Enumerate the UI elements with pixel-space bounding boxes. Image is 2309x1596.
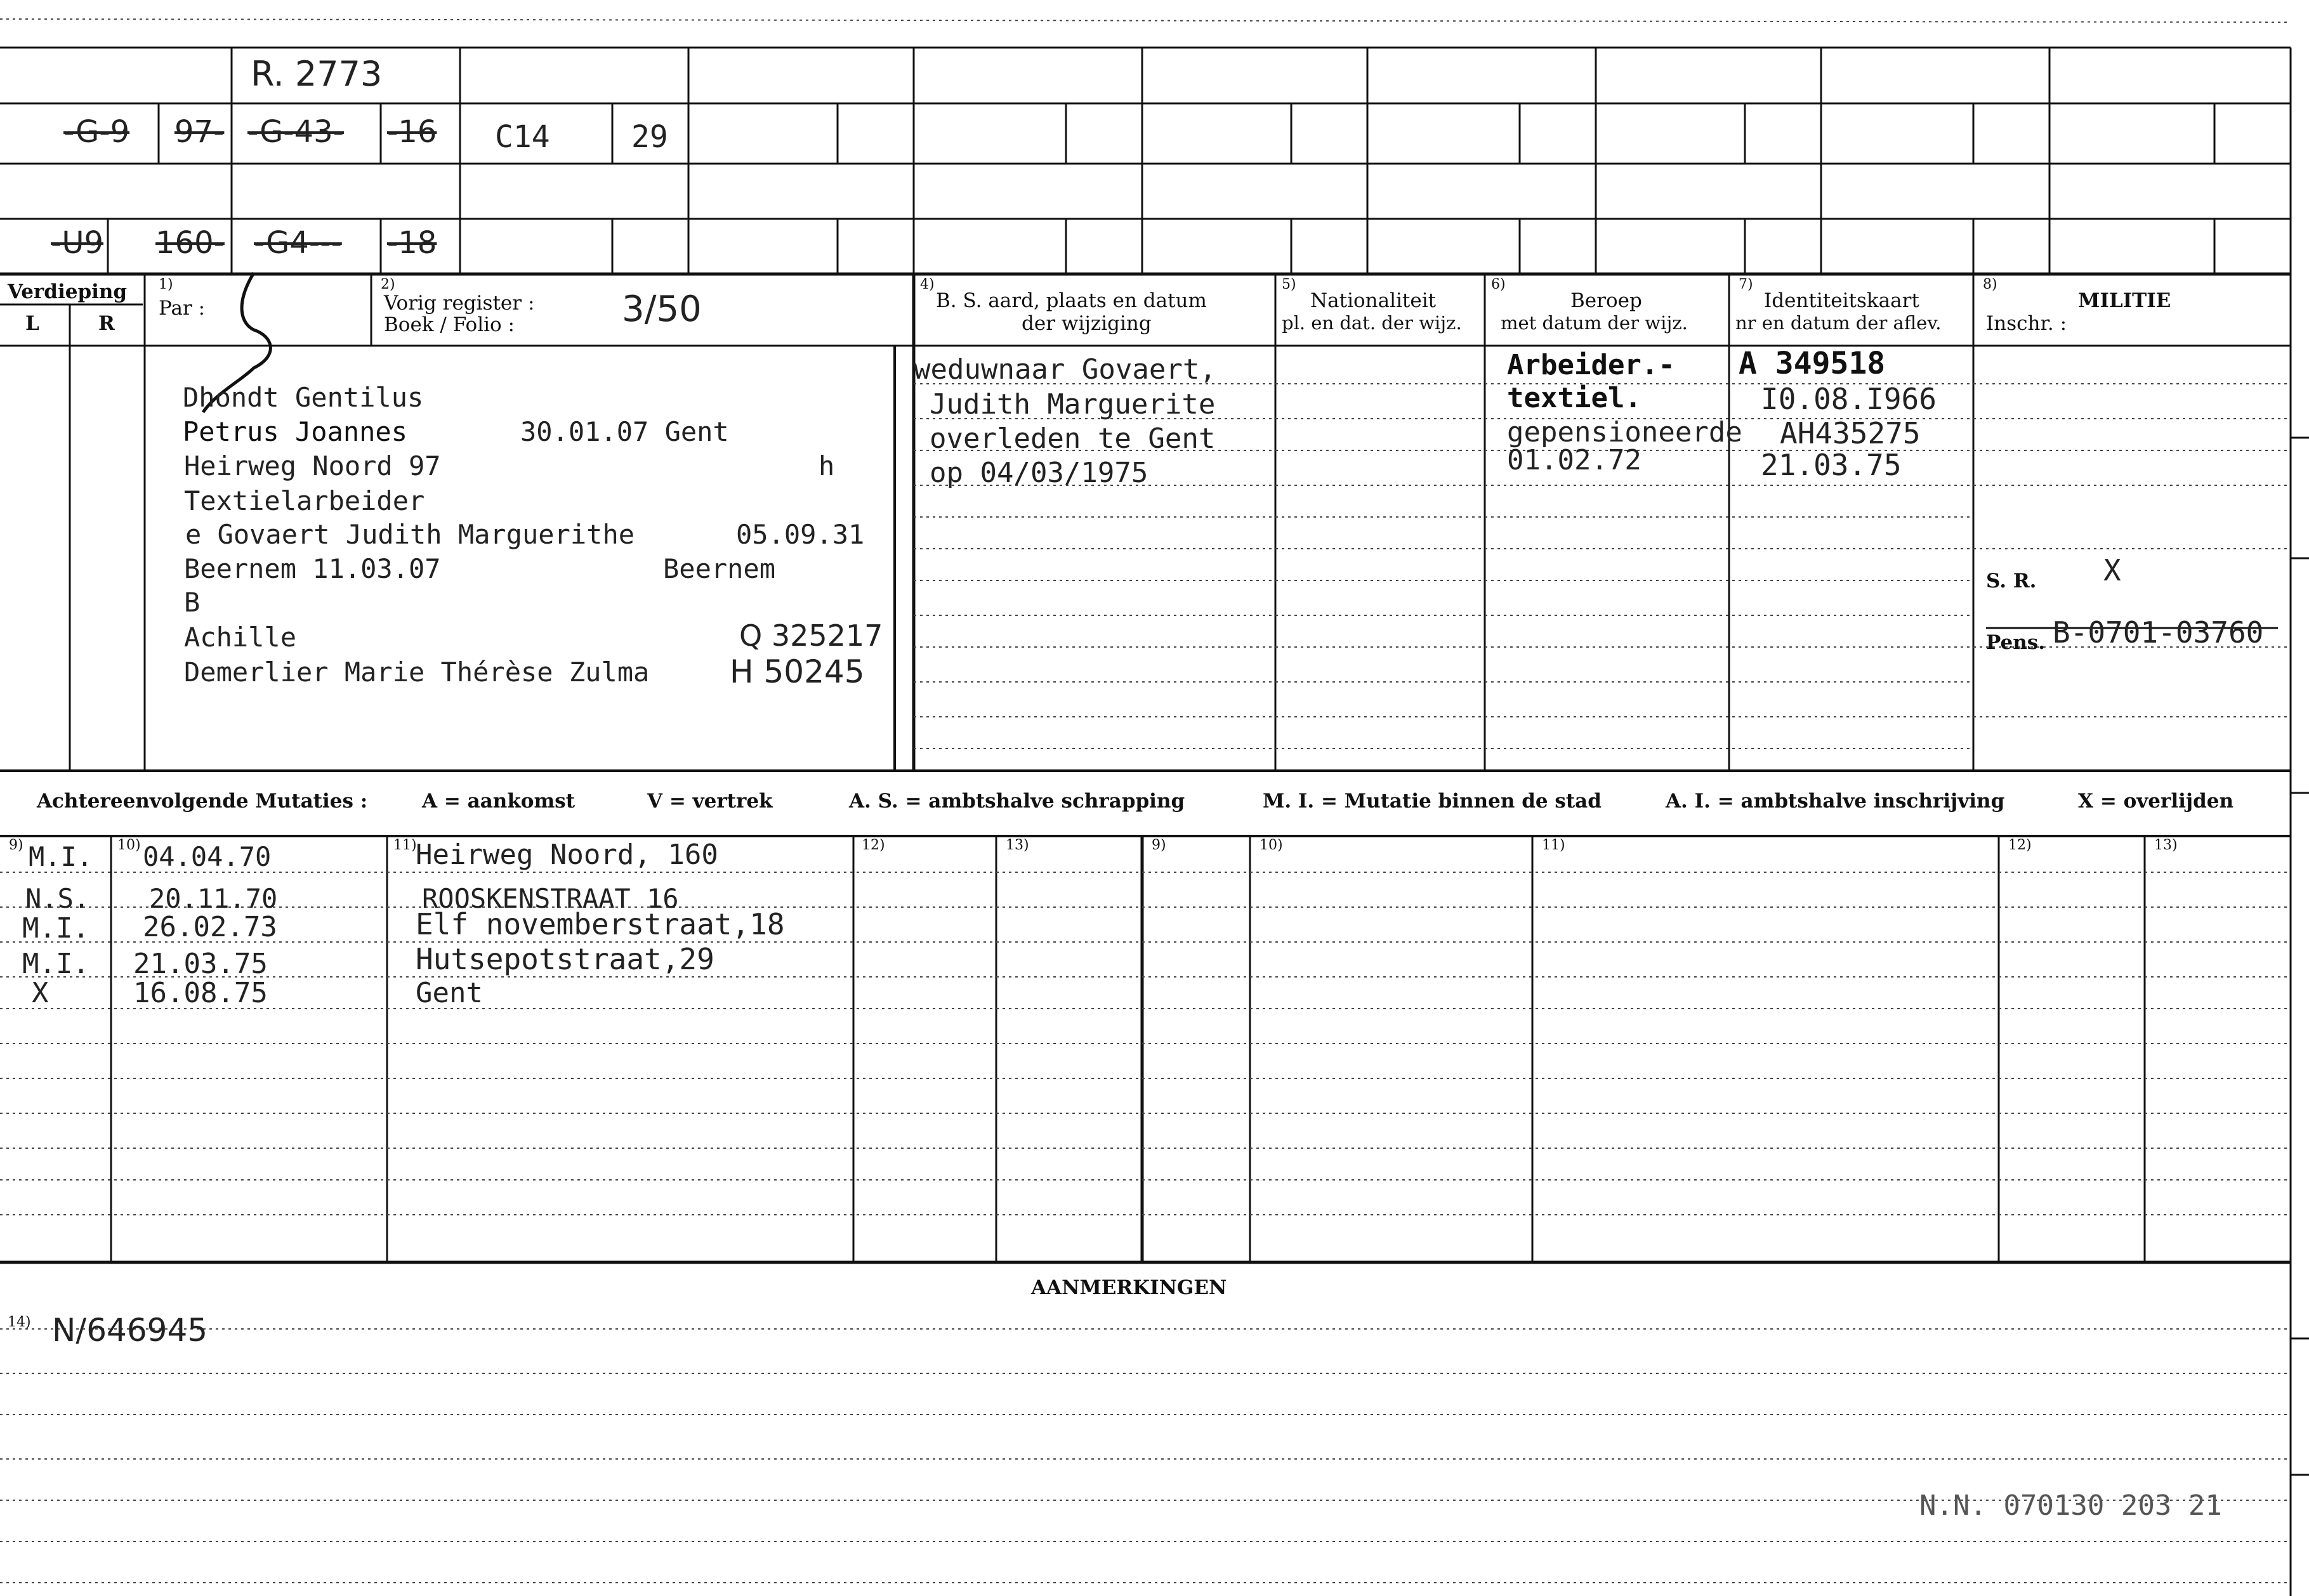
person-line: B: [184, 587, 201, 618]
bs-line: op 04/03/1975: [930, 457, 1148, 489]
person-h: h: [819, 450, 835, 481]
birth-date-place: 30.01.07 Gent: [520, 416, 729, 447]
person-line: Achille: [184, 622, 297, 653]
col-number: 13): [1006, 837, 1029, 853]
col-number: 11): [393, 837, 417, 853]
pens-label: Pens.: [1986, 631, 2045, 654]
col-number: 10): [1260, 837, 1283, 853]
demerlier-code: H 50245: [730, 653, 865, 690]
nationaliteit-header-2: pl. en dat. der wijz.: [1282, 312, 1462, 334]
col-number: 12): [2008, 837, 2032, 853]
mutation-address: Hutsepotstraat,29: [416, 942, 714, 976]
field-number: 1): [159, 277, 173, 292]
person-line: Petrus Joannes: [183, 416, 408, 447]
beroep-line: gepensioneerde: [1507, 416, 1742, 448]
col-number: 9): [9, 837, 23, 853]
top-cell: -16: [387, 114, 437, 150]
nn-number: N.N. 070130 203 21: [1919, 1489, 2222, 1522]
wife-place: Beernem: [663, 553, 776, 584]
col-number: 13): [2154, 837, 2178, 853]
field-number: 4): [920, 277, 935, 292]
identiteit-line: AH435275: [1780, 416, 1921, 450]
legend-item: X = overlijden: [2078, 790, 2234, 813]
person-line: Beernem 11.03.07: [184, 553, 441, 584]
person-line: Textielarbeider: [184, 485, 425, 516]
identiteit-line: I0.08.I966: [1761, 382, 1937, 416]
identiteit-line: A 349518: [1739, 346, 1886, 381]
field-number: 14): [8, 1314, 31, 1330]
mutation-date: 04.04.70: [143, 841, 272, 872]
sr-value: X: [2103, 553, 2121, 587]
person-line: Heirweg Noord 97: [184, 450, 441, 481]
legend-item: A = aankomst: [422, 790, 576, 813]
par-label: Par :: [159, 297, 206, 320]
beroep-line: Arbeider.-: [1507, 349, 1675, 381]
wife-date: 05.09.31: [736, 519, 865, 550]
nationaliteit-header-1: Nationaliteit: [1310, 289, 1437, 312]
col-number: 11): [1542, 837, 1565, 853]
mutation-address: ROOSKENSTRAAT 16: [422, 883, 679, 914]
top-cell: C14: [495, 119, 550, 155]
mutation-date: 16.08.75: [133, 977, 268, 1009]
top-cell: -G-9: [63, 114, 130, 150]
mutation-code: N.S.: [25, 883, 90, 914]
remarks-code: N/646945: [52, 1312, 208, 1349]
mutation-address: Heirweg Noord, 160: [416, 839, 718, 871]
identiteit-header-1: Identiteitskaart: [1764, 289, 1919, 312]
pens-value: B-0701-03760: [2053, 615, 2264, 650]
legend-item: A. I. = ambtshalve inschrijving: [1666, 790, 2005, 813]
field-number: 2): [381, 277, 395, 292]
top-cell: -G-43-: [247, 114, 344, 150]
beroep-header-2: met datum der wijz.: [1501, 312, 1688, 334]
vorig-register-value: 3/50: [622, 289, 702, 330]
person-line: Demerlier Marie Thérèse Zulma: [184, 657, 650, 688]
mutation-code: M.I.: [29, 841, 93, 872]
legend-item: V = vertrek: [647, 790, 773, 813]
verdieping-label: Verdieping: [8, 280, 128, 303]
top-cell: 29: [631, 119, 668, 155]
top-cell: -18: [387, 225, 437, 261]
register-number: R. 2773: [251, 54, 383, 94]
militie-header: MILITIE: [2078, 289, 2171, 312]
sr-label: S. R.: [1986, 570, 2037, 592]
bs-line: overleden te Gent: [930, 422, 1216, 455]
bs-header-2: der wijziging: [1022, 312, 1152, 335]
mutation-date: 20.11.70: [149, 883, 278, 914]
mutation-address: Gent: [416, 977, 483, 1009]
field-number: 6): [1491, 277, 1506, 292]
col-number: 10): [117, 837, 141, 853]
top-cell: -U9: [51, 225, 103, 261]
mutation-code: M.I.: [22, 912, 89, 945]
mutation-date: 26.02.73: [143, 911, 277, 943]
legend-item: A. S. = ambtshalve schrapping: [849, 790, 1185, 813]
person-line: e Govaert Judith Marguerithe: [185, 519, 635, 550]
mutaties-legend-title: Achtereenvolgende Mutaties :: [37, 790, 368, 813]
vorig-register-label: Vorig register :: [384, 292, 535, 315]
identiteit-header-2: nr en datum der aflev.: [1735, 312, 1942, 334]
boek-folio-label: Boek / Folio :: [384, 313, 515, 336]
top-cell: -G4---: [254, 225, 342, 261]
bs-line: Judith Marguerite: [930, 388, 1216, 421]
verdieping-l: L: [25, 312, 39, 335]
inschr-label: Inschr. :: [1986, 312, 2067, 335]
identiteit-line: 21.03.75: [1761, 448, 1902, 482]
legend-item: M. I. = Mutatie binnen de stad: [1263, 790, 1602, 813]
bs-header-1: B. S. aard, plaats en datum: [936, 289, 1207, 312]
verdieping-r: R: [98, 312, 115, 335]
aanmerkingen-title: AANMERKINGEN: [1031, 1276, 1227, 1299]
top-cell: 97-: [174, 114, 225, 150]
field-number: 7): [1739, 277, 1753, 292]
beroep-line: 01.02.72: [1507, 444, 1641, 476]
top-cell: 160-: [155, 225, 225, 261]
bs-line: weduwnaar Govaert,: [914, 353, 1216, 386]
achille-code: Q 325217: [739, 618, 883, 653]
field-number: 8): [1983, 277, 1997, 292]
beroep-line: textiel.: [1507, 382, 1641, 414]
mutation-code: M.I.: [22, 948, 89, 980]
mutation-code: X: [32, 977, 49, 1009]
col-number: 12): [862, 837, 885, 853]
beroep-header-1: Beroep: [1570, 289, 1642, 312]
field-number: 5): [1282, 277, 1296, 292]
mutation-date: 21.03.75: [133, 948, 268, 980]
col-number: 9): [1152, 837, 1166, 853]
person-line: Dhondt Gentilus: [183, 382, 424, 413]
mutation-address: Elf novemberstraat,18: [416, 907, 785, 941]
